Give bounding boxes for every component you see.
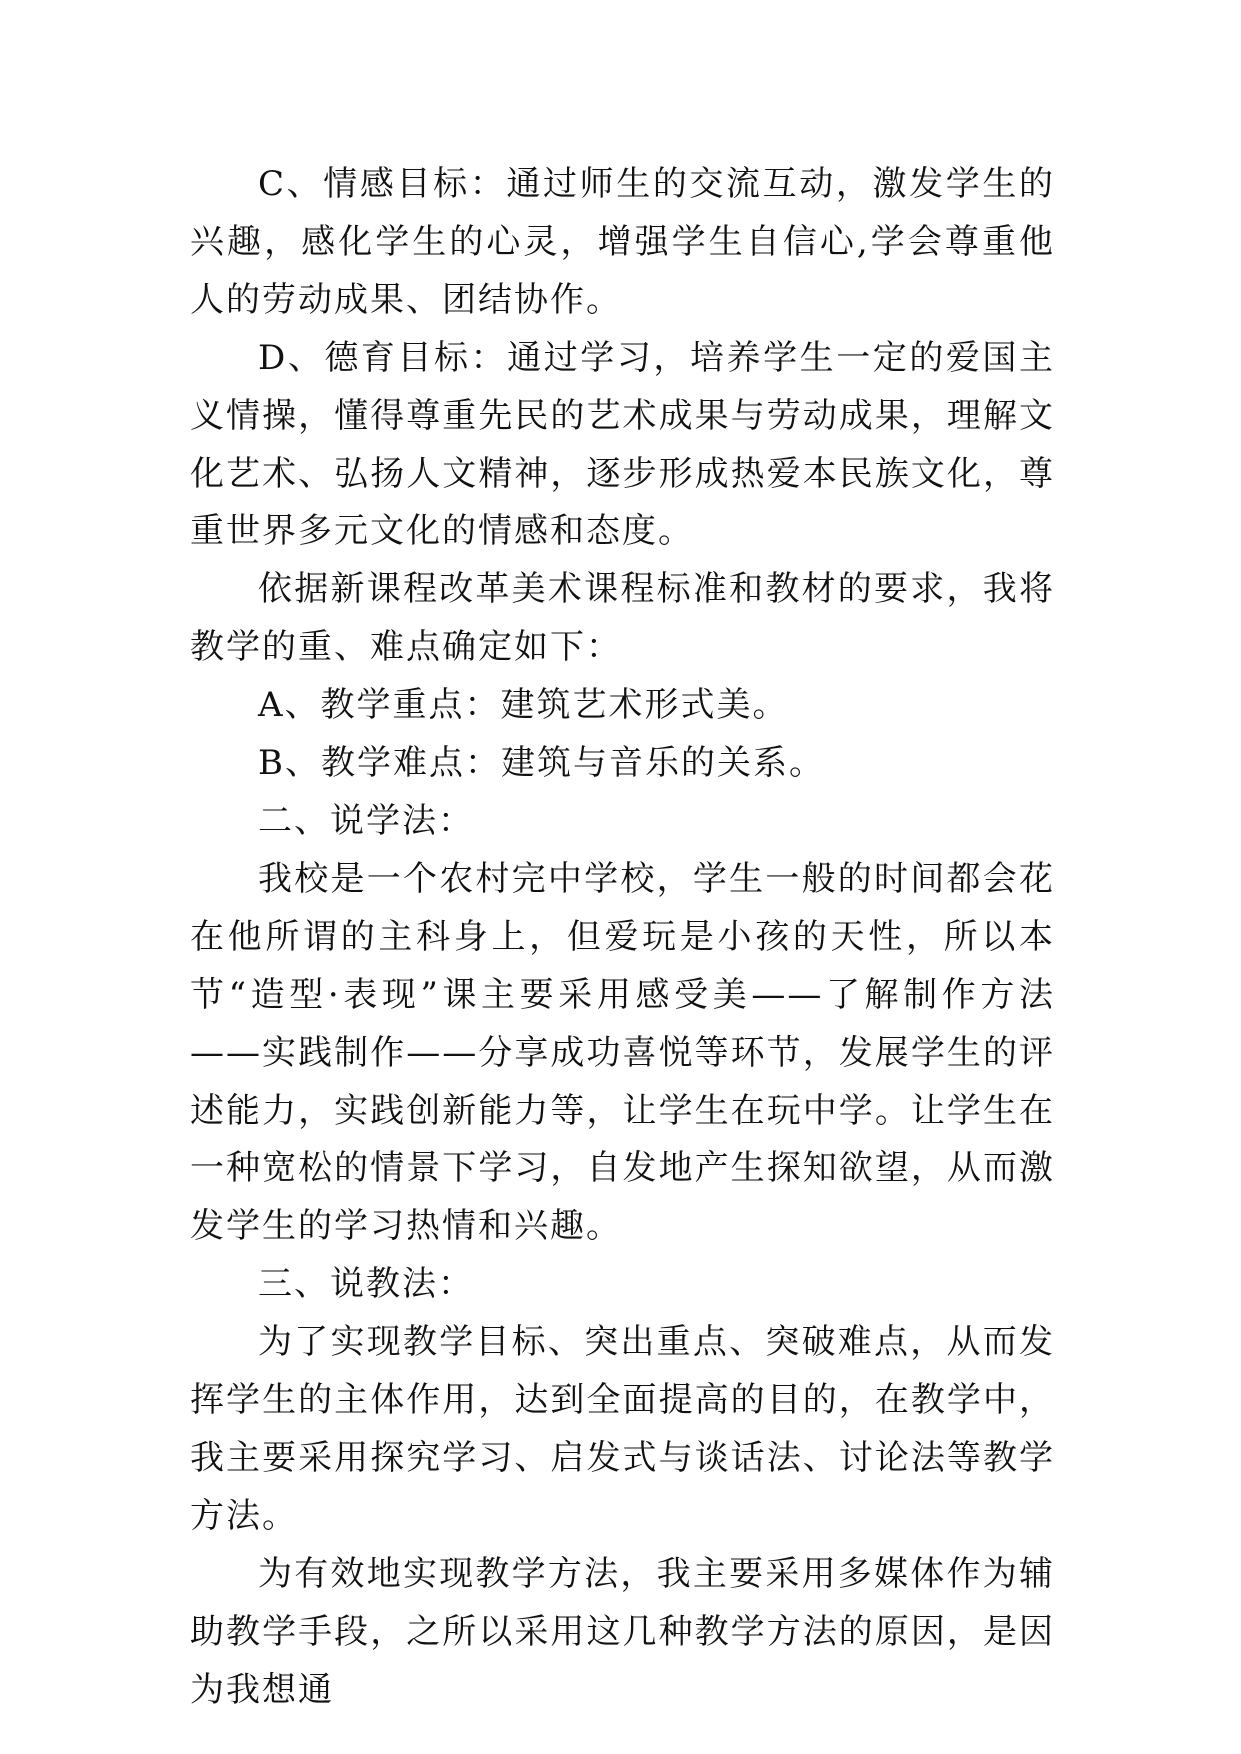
paragraph-teaching-focus: A、教学重点：建筑艺术形式美。 bbox=[258, 685, 789, 726]
paragraph-teaching-aids: 为有效地实现教学方法，我主要采用多媒体作为辅助教学手段，之所以采用这几种教学方法的原因，是因为我想通 bbox=[190, 1553, 1055, 1710]
paragraph-key-points-intro: 依据新课程改革美术课程标准和教材的要求，我将教学的重、难点确定如下： bbox=[190, 569, 1055, 668]
paragraph-affective-goal: C、情感目标：通过师生的交流互动，激发学生的兴趣，感化学生的心灵，增强学生自信心,学会尊重他人的劳动成果、团结协作。 bbox=[190, 164, 1055, 320]
heading-learning-methods: 二、说学法： bbox=[258, 800, 474, 841]
paragraph-learning-methods: 我校是一个农村完中学校，学生一般的时间都会花在他所谓的主科身上，但爱玩是小孩的天性，所以本节“造型·表现”课主要采用感受美——了解制作方法——实践制作——分享成功喜悦等环节，发展学生的评述能力，实践创新能力等，让学生在玩中学。让学生在一种宽松的情景下学习，自发地产生探知欲望，从而激发学生的学习热情和兴趣。 bbox=[190, 858, 1055, 1247]
paragraph-teaching-methods: 为了实现教学目标、突出重点、突破难点，从而发挥学生的主体作用，达到全面提高的目的，在教学中，我主要采用探究学习、启发式与谈话法、讨论法等教学方法。 bbox=[190, 1322, 1055, 1536]
paragraph-moral-goal: D、德育目标：通过学习，培养学生一定的爱国主义情操，懂得尊重先民的艺术成果与劳动成果，理解文化艺术、弘扬人文精神，逐步形成热爱本民族文化，尊重世界多元文化的情感和态度。 bbox=[190, 337, 1055, 552]
document-body bbox=[190, 156, 1055, 1719]
heading-teaching-methods: 三、说教法： bbox=[258, 1264, 474, 1305]
paragraph-teaching-difficulty: B、教学难点：建筑与音乐的关系。 bbox=[258, 743, 825, 784]
